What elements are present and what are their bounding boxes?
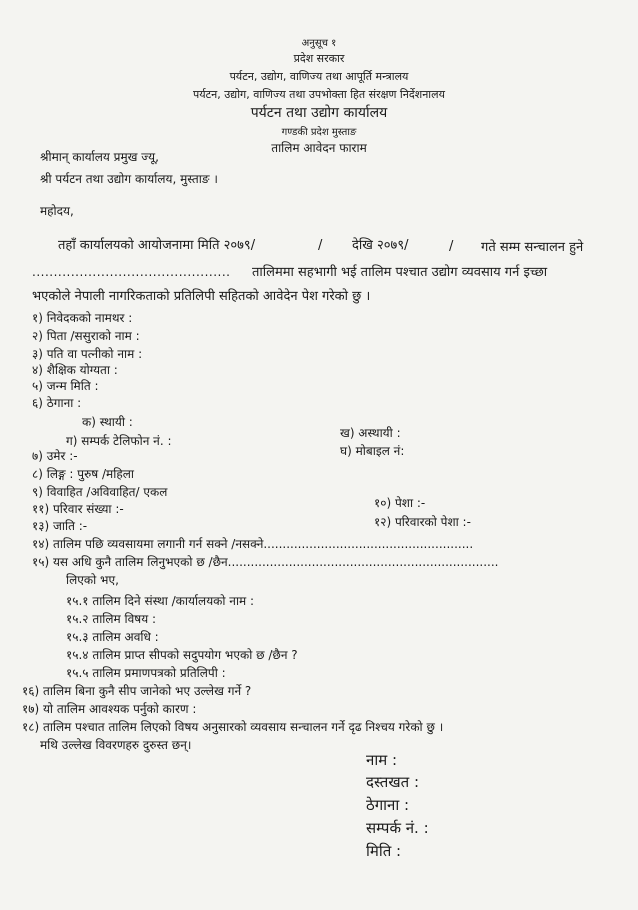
gov-name: प्रदेश सरकार <box>293 52 345 65</box>
field-certificate-copy: १५.५ तालिम प्रमाणपत्रको प्रतिलिपी : <box>66 666 226 680</box>
body-line-1b: देखि २०७९/ <box>352 238 409 253</box>
signature-contact: सम्पर्क नं. : <box>366 819 429 837</box>
field-training-subject: १५.२ तालिम विषय : <box>66 612 157 626</box>
field-skills-without-training: १६) तालिम बिना कुनै सीप जानेको भए उल्लेख गर्ने ? <box>22 684 252 698</box>
closing-statement: मथि उल्लेख विवरणहरु दुरुस्त छन्। <box>40 738 192 752</box>
body-line-3: भएकोले नेपाली नागरिकताको प्रतिलिपी सहितको आवेदेन पेश गरेको छु । <box>32 289 371 304</box>
field-spouse-name: ३) पति वा पत्नीको नाम : <box>32 347 143 361</box>
field-applicant-name: १) निवेदकको नामथर : <box>32 311 133 325</box>
field-birth-date: ५) जन्म मिति : <box>32 379 99 393</box>
office-location: गण्डकी प्रदेश मुस्ताङ <box>281 127 357 138</box>
body-line-1c: गते सम्म सन्चालन हुने <box>481 240 584 255</box>
field-commitment: १८) तालिम पश्चात तालिम लिएको विषय अनुसारको व्यवसाय सन्चालन गर्ने दृढ निश्चय गरेको छु । <box>22 720 444 734</box>
field-training-duration: १५.३ तालिम अवधि : <box>66 630 159 644</box>
field-investment: १४) तालिम पछि व्यवसायमा लगानी गर्न सक्ने /नसक्ने....................................................... <box>32 537 474 551</box>
field-skill-utilization: १५.४ तालिम प्राप्त सीपको सदुपयोग भएको छ /छैन ? <box>66 648 298 662</box>
field-address: ६) ठेगाना : <box>32 396 82 410</box>
field-caste: १३) जाति :- <box>32 519 88 533</box>
field-training-reason: १७) यो तालिम आवश्यक पर्नुको कारण : <box>22 702 197 716</box>
field-gender: ८) लिङ्ग : पुरुष /महिला <box>32 467 134 481</box>
signature-address: ठेगाना : <box>366 796 410 814</box>
body-line-1-slash-1: / <box>318 238 323 253</box>
signature-sign: दस्तखत : <box>366 773 419 791</box>
body-line-1a: तहाँ कार्यालयको आयोजनामा मिति २०७९/ <box>58 238 256 253</box>
address-line-1: श्रीमान् कार्यालय प्रमुख ज्यू, <box>40 150 159 164</box>
salutation: महोदय, <box>40 204 74 218</box>
field-education: ४) शैक्षिक योग्यता : <box>32 363 118 377</box>
field-age: ७) उमेर :- <box>32 449 78 463</box>
field-temporary-address: ख) अस्थायी : <box>340 426 401 440</box>
field-family-size: ११) परिवार संख्या :- <box>32 502 124 516</box>
field-family-occupation: १२) परिवारको पेशा :- <box>374 515 471 529</box>
field-previous-training: १५) यस अधि कुनै तालिम लिनुभएको छ /छैन....................................................................... <box>32 555 499 569</box>
field-previous-training-cont: लिएको भए, <box>66 573 119 587</box>
ministry-name: पर्यटन, उद्योग, वाणिज्य तथा आपूर्ति मन्त्रालय <box>229 70 409 83</box>
schedule-label: अनुसूच १ <box>301 38 337 49</box>
form-title: तालिम आवेदन फाराम <box>271 141 367 155</box>
field-training-institute: १५.१ तालिम दिने संस्था /कार्यालयको नाम : <box>66 594 255 608</box>
body-line-2: तालिममा सहभागी भई तालिम पश्चात उद्योग व्यवसाय गर्न इच्छा <box>252 265 548 280</box>
office-name: पर्यटन तथा उद्योग कार्यालय <box>250 105 388 121</box>
field-mobile: घ) मोबाइल नं: <box>340 444 405 458</box>
field-occupation: १०) पेशा :- <box>374 496 426 510</box>
body-line-1-slash-2: / <box>449 239 454 254</box>
field-marital-status: ९) विवाहित /अविवाहित/ एकल <box>32 485 168 499</box>
field-telephone: ग) सम्पर्क टेलिफोन नं. : <box>66 434 172 448</box>
directorate-name: पर्यटन, उद्योग, वाणिज्य तथा उपभोक्ता हित संरक्षण निर्देशनालय <box>192 88 445 101</box>
signature-name: नाम : <box>366 751 398 769</box>
field-father-name: २) पिता /ससुराको नाम : <box>32 329 140 343</box>
address-line-2: श्री पर्यटन तथा उद्योग कार्यालय, मुस्ताङ । <box>40 172 218 186</box>
field-permanent-address: क) स्थायी : <box>82 415 133 429</box>
body-line-2-dots: .............................................. <box>32 265 231 279</box>
signature-date: मिति : <box>366 842 402 860</box>
